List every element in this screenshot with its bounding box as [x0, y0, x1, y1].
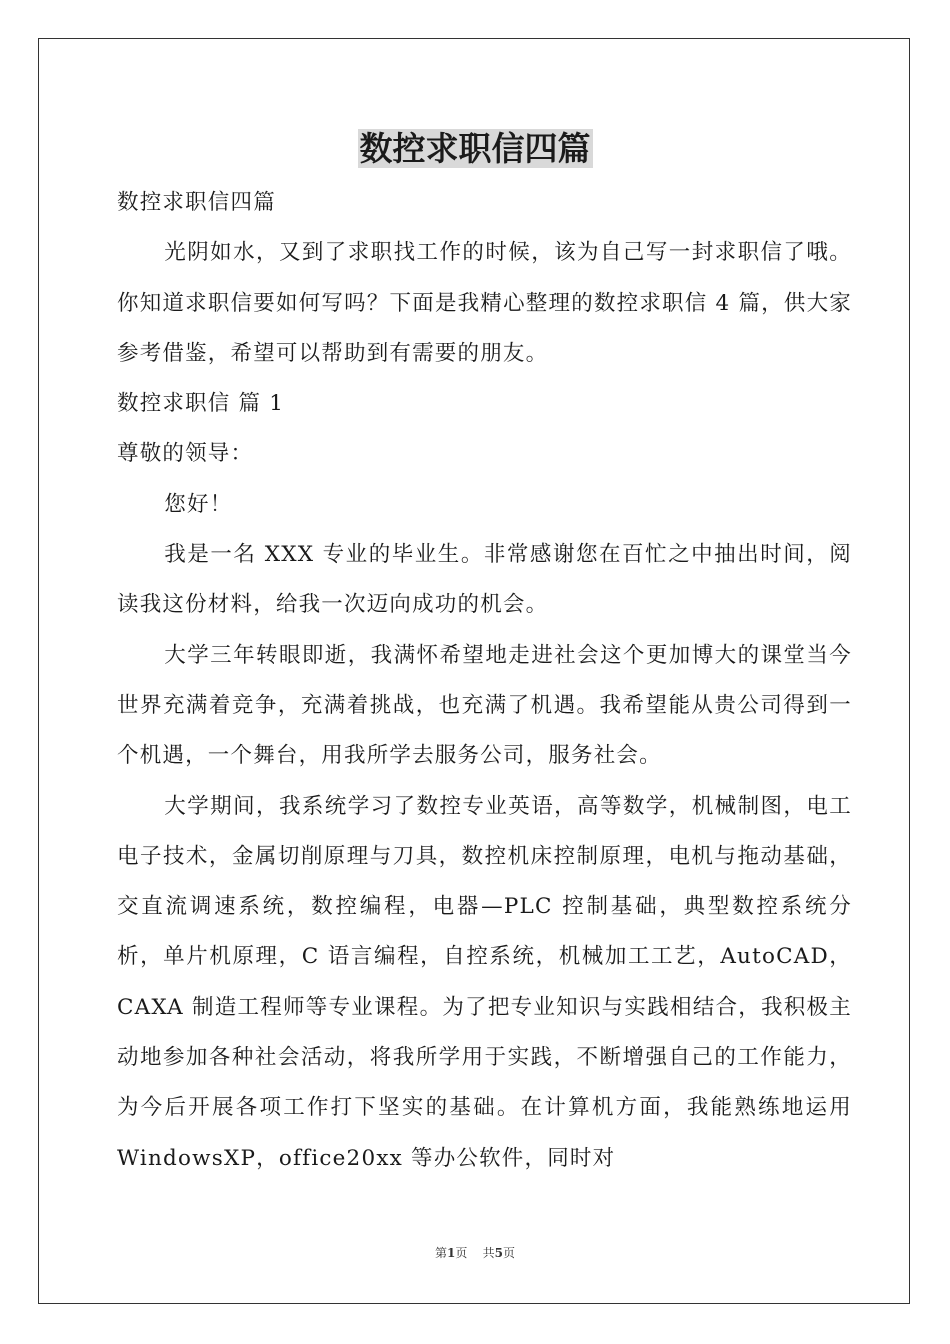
document-subtitle: 数控求职信四篇 — [117, 190, 276, 215]
page-footer — [0, 1244, 950, 1261]
body-paragraph: 大学三年转眼即逝，我满怀希望地走进社会这个更加博大的课堂当今世界充满着竞争，充满着挑战，也充满了机遇。我希望能从贵公司得到一个机遇，一个舞台，用我所学去服务公司，服务社会。 — [117, 642, 852, 769]
salutation: 尊敬的领导： — [117, 441, 254, 467]
body-paragraph: 我是一名 XXX 专业的毕业生。非常感谢您在百忙之中抽出时间，阅读我这份材料，给我一次迈向成功的机会。 — [117, 542, 852, 618]
document-body — [117, 178, 852, 1184]
page-total-number: 5 — [494, 1246, 503, 1260]
page-mid: 页 共 — [455, 1246, 495, 1260]
greeting: 您好！ — [164, 491, 233, 517]
section-heading: 数控求职信 篇 1 — [117, 391, 285, 417]
intro-paragraph: 光阴如水，又到了求职找工作的时候，该为自己写一封求职信了哦。你知道求职信要如何写吗？下面是我精心整理的数控求职信 4 篇，供大家参考借鉴，希望可以帮助到有需要的朋友。 — [117, 240, 852, 366]
body-paragraph: 大学期间，我系统学习了数控专业英语，高等数学，机械制图，电工电子技术，金属切削原理与刀具，数控机床控制原理，电机与拖动基础，交直流调速系统，数控编程，电器—PLC 控制基础，典型数控系统分析，单片机原理，C 语言编程，自控系统，机械加工工艺，AutoCAD，CAXA 制造工程师等专业课程。为了把专业知识与实践相结合，我积极主动地参加各种社会活动，将我所学用于实践，不断增强自己的工作能力，为今后开展各项工作打下坚实的基础。在计算机方面，我能熟练地运用 WindowsXP，office20xx 等办公软件，同时对 — [117, 793, 852, 1171]
document-title — [0, 126, 950, 172]
page-suffix: 页 — [502, 1246, 515, 1260]
document-title-text: 数控求职信四篇 — [359, 129, 591, 168]
page-prefix: 第 — [434, 1246, 447, 1260]
page-current-number: 1 — [447, 1246, 456, 1260]
